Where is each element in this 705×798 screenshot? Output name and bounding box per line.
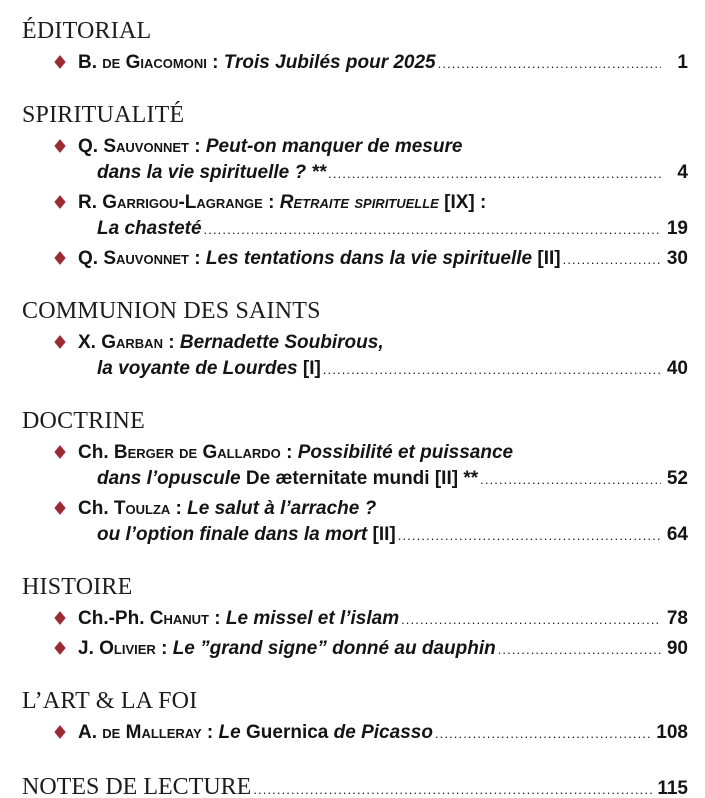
dot-leader xyxy=(438,50,661,77)
entry-text xyxy=(97,522,396,548)
author-initials: Ch.-Ph. xyxy=(78,608,150,629)
section-communion-des-saints xyxy=(22,297,688,383)
author-initials: J. xyxy=(78,638,100,659)
separator: : xyxy=(162,332,180,353)
toc-entry xyxy=(22,190,688,243)
separator: : xyxy=(206,52,224,73)
section-doctrine xyxy=(22,407,688,549)
diamond-bullet-icon xyxy=(56,190,78,216)
entry-line xyxy=(22,496,688,522)
section-editorial xyxy=(22,17,688,77)
entry-line xyxy=(22,246,688,273)
entry-line xyxy=(22,522,688,549)
title-segment: Le ”grand signe” donné au dauphin xyxy=(172,638,496,659)
notes-de-lecture-row xyxy=(22,773,688,798)
title-segment: Retraite spirituelle xyxy=(279,192,439,213)
separator: : xyxy=(201,722,219,743)
section-heading: COMMUNION DES SAINTS xyxy=(22,298,321,324)
author-name: de Giacomoni xyxy=(102,52,207,73)
page-number: 78 xyxy=(666,608,688,629)
section-histoire xyxy=(22,573,688,663)
dot-leader xyxy=(323,356,661,383)
dot-leader xyxy=(480,466,661,493)
page-number: 4 xyxy=(677,162,688,183)
section-heading: ÉDITORIAL xyxy=(22,18,152,44)
dot-leader xyxy=(498,636,661,663)
title-segment: [I] xyxy=(297,358,321,379)
author-name: Chanut xyxy=(149,608,209,629)
entry-line xyxy=(22,606,688,633)
author-name: Sauvonnet xyxy=(103,136,189,157)
toc-entry xyxy=(22,134,688,187)
entry-line xyxy=(22,330,688,356)
entry-text xyxy=(97,356,321,382)
separator: : xyxy=(262,192,280,213)
entry-text xyxy=(78,636,496,662)
toc-entry xyxy=(22,330,688,383)
title-segment: Le xyxy=(218,722,246,743)
title-segment: la voyante de Lourdes xyxy=(97,358,298,379)
author-initials: Ch. xyxy=(78,498,114,519)
toc-entry xyxy=(22,440,688,493)
author-initials: Q. xyxy=(78,248,104,269)
toc-entry xyxy=(22,606,688,633)
title-segment: La chasteté xyxy=(97,218,202,239)
title-segment: [IX] : xyxy=(438,192,487,213)
author-initials: R. xyxy=(78,192,103,213)
entry-text xyxy=(78,606,399,632)
entry-line xyxy=(22,440,688,466)
author-initials: Q. xyxy=(78,136,104,157)
entry-text xyxy=(78,440,513,466)
entry-text xyxy=(97,216,202,242)
author-name: Sauvonnet xyxy=(103,248,189,269)
diamond-bullet-icon xyxy=(56,440,78,466)
separator: : xyxy=(170,498,188,519)
title-segment: de Picasso xyxy=(328,722,433,743)
page-number: 19 xyxy=(666,218,688,239)
page-number: 108 xyxy=(656,722,688,743)
title-segment: Bernadette Soubirous, xyxy=(179,332,384,353)
page-number: 64 xyxy=(666,524,688,545)
toc-entry xyxy=(22,636,688,663)
entry-line xyxy=(22,636,688,663)
title-segment: [II] xyxy=(532,248,561,269)
page-number: 90 xyxy=(666,638,688,659)
page-number: 115 xyxy=(657,778,688,798)
dot-leader xyxy=(253,776,652,798)
dot-leader xyxy=(204,216,661,243)
diamond-bullet-icon xyxy=(56,246,78,272)
author-name: Berger de Gallardo xyxy=(113,442,281,463)
author-initials: A. xyxy=(78,722,103,743)
separator: : xyxy=(155,638,173,659)
author-name: Garrigou-Lagrange xyxy=(102,192,263,213)
entry-text xyxy=(78,50,436,76)
entry-line xyxy=(22,134,688,160)
page-number: 1 xyxy=(677,52,688,73)
entry-text xyxy=(78,134,462,160)
diamond-bullet-icon xyxy=(56,606,78,632)
section-heading: DOCTRINE xyxy=(22,408,145,434)
entry-text xyxy=(78,246,561,272)
author-initials: X. xyxy=(78,332,102,353)
section-heading: SPIRITUALITÉ xyxy=(22,102,185,128)
page-number: 40 xyxy=(666,358,688,379)
toc-entry xyxy=(22,496,688,549)
entry-text xyxy=(97,160,326,186)
separator: : xyxy=(188,136,206,157)
title-segment: Le missel et l’islam xyxy=(225,608,400,629)
author-name: Garban xyxy=(101,332,163,353)
section-heading: L’ART & LA FOI xyxy=(22,688,198,714)
entry-text xyxy=(78,330,384,356)
page-number: 30 xyxy=(666,248,688,269)
entry-line xyxy=(22,356,688,383)
title-segment: Peut-on manquer de mesure xyxy=(205,136,463,157)
dot-leader xyxy=(398,522,661,549)
diamond-bullet-icon xyxy=(56,134,78,160)
title-segment: ou l’option finale dans la mort xyxy=(97,524,368,545)
title-segment: [II] xyxy=(367,524,396,545)
title-segment: Le salut à l’arrache ? xyxy=(187,498,377,519)
entry-text xyxy=(78,190,486,216)
title-segment: Possibilité et puissance xyxy=(297,442,514,463)
author-initials: B. xyxy=(78,52,103,73)
author-name: Toulza xyxy=(113,498,171,519)
entry-line xyxy=(22,160,688,187)
diamond-bullet-icon xyxy=(56,720,78,746)
title-segment: Les tentations dans la vie spirituelle xyxy=(205,248,533,269)
separator: : xyxy=(209,608,226,629)
dot-leader xyxy=(328,160,661,187)
author-initials: Ch. xyxy=(78,442,114,463)
toc-entry xyxy=(22,246,688,273)
author-name: de Malleray xyxy=(102,722,202,743)
title-segment: Trois Jubilés pour 2025 xyxy=(223,52,436,73)
separator: : xyxy=(188,248,206,269)
entry-text xyxy=(78,720,433,746)
toc-entry xyxy=(22,50,688,77)
entry-line xyxy=(22,190,688,216)
section-spiritualite xyxy=(22,101,688,273)
diamond-bullet-icon xyxy=(56,50,78,76)
author-name: Olivier xyxy=(99,638,156,659)
entry-line xyxy=(22,466,688,493)
diamond-bullet-icon xyxy=(56,496,78,522)
separator: : xyxy=(280,442,298,463)
entry-line xyxy=(22,50,688,77)
toc-entry xyxy=(22,720,688,747)
entry-line xyxy=(22,720,688,747)
dot-leader xyxy=(401,606,661,633)
dot-leader xyxy=(435,720,651,747)
notes-heading: NOTES DE LECTURE xyxy=(22,774,252,798)
page-number: 52 xyxy=(666,468,688,489)
entry-text xyxy=(97,466,478,492)
title-segment: Guernica xyxy=(246,722,329,743)
title-segment: dans l’opuscule xyxy=(97,468,246,489)
diamond-bullet-icon xyxy=(56,330,78,356)
title-segment: dans la vie spirituelle ? ** xyxy=(97,162,327,183)
entry-line xyxy=(22,216,688,243)
dot-leader xyxy=(563,246,661,273)
section-art-et-foi xyxy=(22,687,688,747)
entry-text xyxy=(78,496,376,522)
section-heading: HISTOIRE xyxy=(22,574,133,600)
title-segment: De æternitate mundi [II] ** xyxy=(245,468,479,489)
diamond-bullet-icon xyxy=(56,636,78,662)
